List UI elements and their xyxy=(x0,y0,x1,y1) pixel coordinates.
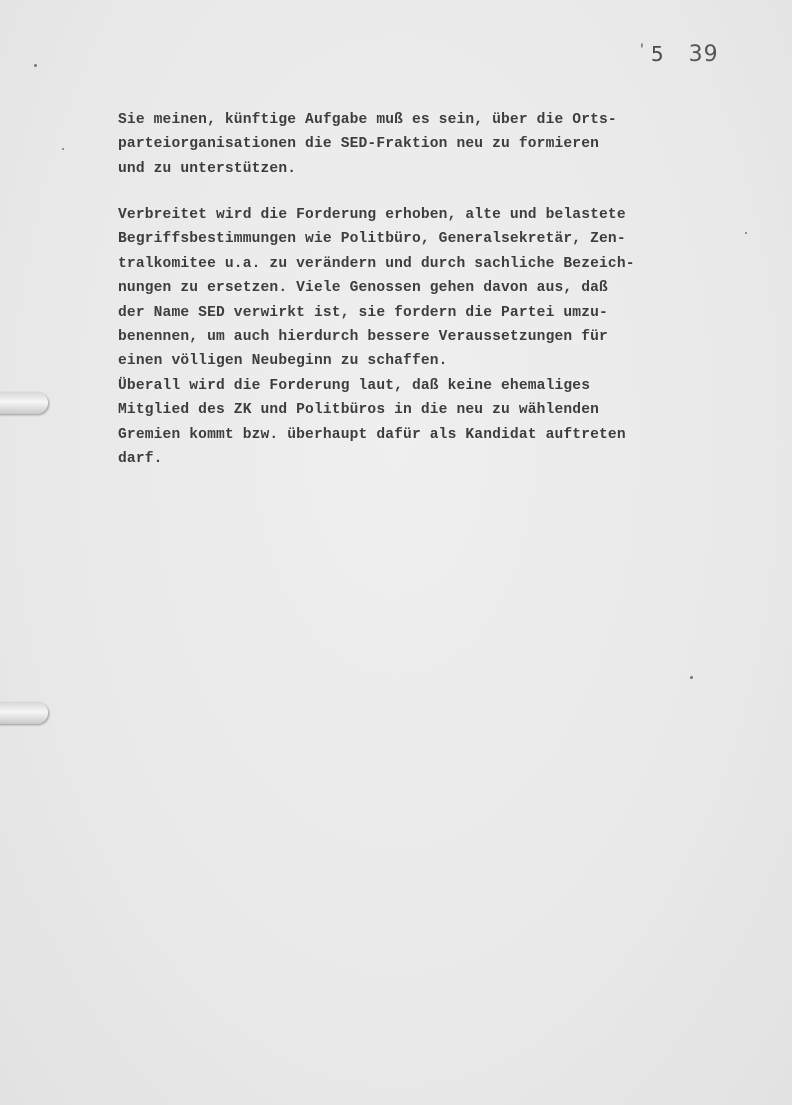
sheet-number: 39 xyxy=(688,42,719,67)
text-line: darf. xyxy=(118,451,163,468)
text-line: benennen, um auch hierdurch bessere Veraussetzungen für xyxy=(118,329,608,346)
text-line: nungen zu ersetzen. Viele Genossen gehen davon aus, daß xyxy=(118,280,608,297)
text-line: einen völligen Neubeginn zu schaffen. xyxy=(118,353,448,370)
text-line: tralkomitee u.a. zu verändern und durch sachliche Bezeich- xyxy=(118,255,635,272)
paragraph-2 xyxy=(118,203,708,471)
text-line: parteiorganisationen die SED-Fraktion neu zu formieren xyxy=(118,136,600,153)
paper-speck xyxy=(34,64,37,67)
text-line: und zu unterstützen. xyxy=(118,160,297,177)
text-line: Gremien kommt bzw. überhaupt dafür als Kandidat auftreten xyxy=(118,426,626,443)
page-number: 5 xyxy=(650,42,665,66)
paper-speck xyxy=(745,232,747,234)
paper-speck xyxy=(690,676,693,679)
text-line: Mitglied des ZK und Politbüros in die neu zu wählenden xyxy=(118,402,600,419)
paper-speck xyxy=(62,148,64,150)
text-line: Überall wird die Forderung laut, daß keine ehemaliges xyxy=(118,377,591,394)
paragraph-1 xyxy=(118,108,708,181)
page-number-header xyxy=(640,42,719,67)
text-line: Begriffsbestimmungen wie Politbüro, Generalsekretär, Zen- xyxy=(118,231,626,248)
tick-mark: ' xyxy=(640,42,645,58)
punch-hole-bottom xyxy=(0,702,48,724)
text-line: Sie meinen, künftige Aufgabe muß es sein, über die Orts- xyxy=(118,112,617,128)
punch-hole-top xyxy=(0,392,48,414)
text-line: der Name SED verwirkt ist, sie fordern die Partei umzu- xyxy=(118,304,608,321)
text-line: Verbreitet wird die Forderung erhoben, alte und belastete xyxy=(118,207,626,223)
